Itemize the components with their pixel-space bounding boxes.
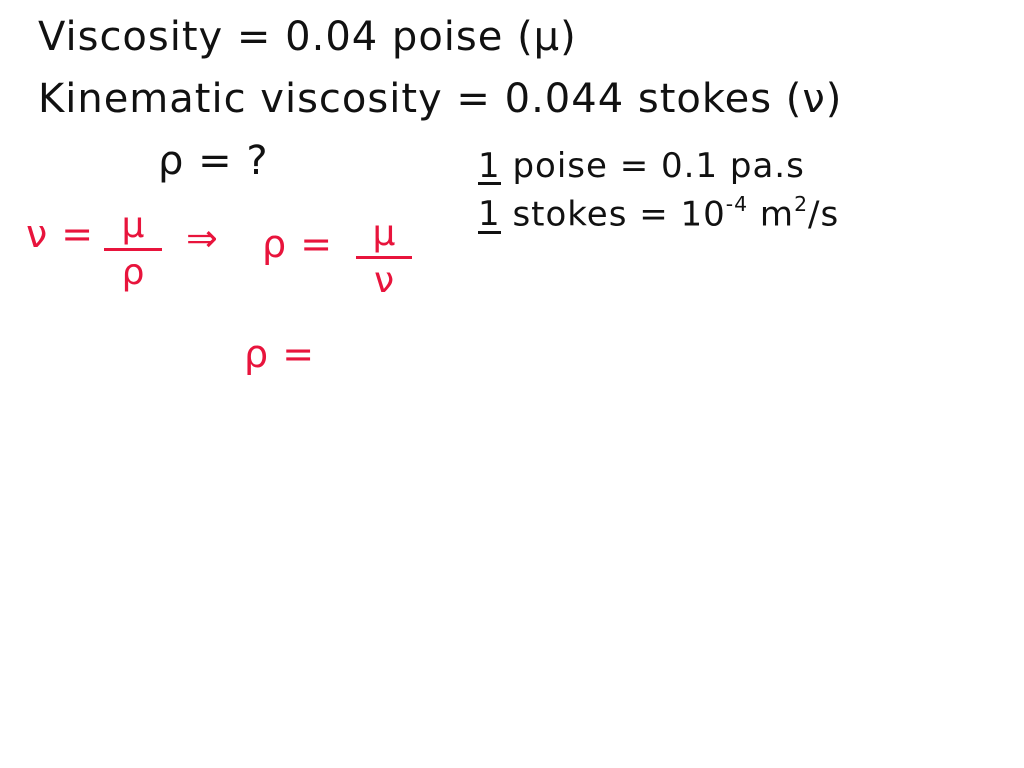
conversion-stokes-tail: /s (808, 194, 840, 235)
conversion-stokes-unit-exponent: 2 (794, 192, 809, 216)
formula-kinematic-lhs: ν = (26, 212, 95, 256)
fraction-numerator: μ (121, 205, 145, 246)
fraction-bar (104, 248, 162, 251)
formula-density-fraction (356, 214, 412, 301)
fraction-bar (356, 256, 412, 259)
given-kinematic-viscosity: Kinematic viscosity = 0.044 stokes (ν) (38, 76, 843, 122)
fraction-numerator: μ (372, 213, 396, 254)
formula-density-lhs: ρ = (262, 222, 334, 266)
formula-kinematic-fraction (104, 206, 162, 293)
conversion-stokes-unit: m (748, 194, 795, 235)
fraction-denominator: ρ (121, 252, 145, 293)
conversion-poise-one: 1 (478, 146, 501, 186)
implies-arrow: ⇒ (186, 216, 219, 260)
fraction-denominator: ν (373, 260, 395, 301)
unknown-density: ρ = ? (158, 138, 269, 184)
conversion-poise (478, 146, 805, 186)
conversion-stokes-one: 1 (478, 194, 501, 235)
formula-density-result: ρ = (244, 332, 316, 376)
given-viscosity: Viscosity = 0.04 poise (μ) (38, 14, 577, 60)
conversion-stokes (478, 192, 839, 234)
conversion-stokes-text: stokes = 10 (500, 194, 726, 235)
conversion-poise-text: poise = 0.1 pa.s (500, 146, 805, 186)
conversion-stokes-exponent: -4 (725, 192, 749, 216)
